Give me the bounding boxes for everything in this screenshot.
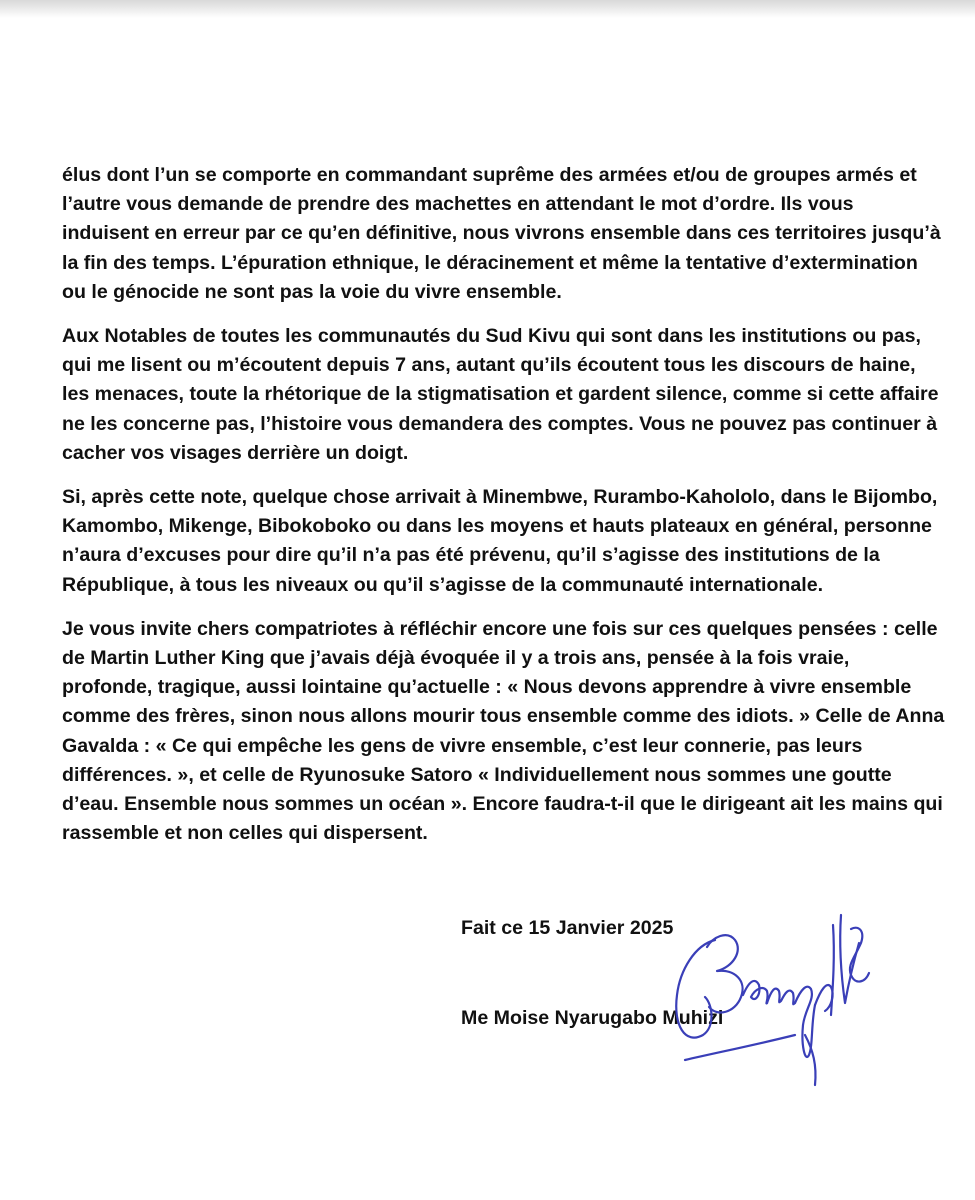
text-line: élus dont l’un se comporte en commandant suprême des armées et/ou de groupes armés et	[62, 164, 917, 186]
text-line: n’aura d’excuses pour dire qu’il n’a pas été prévenu, qu’il s’agisse des institutions de la	[62, 544, 880, 567]
paragraph-spacer	[62, 307, 952, 322]
signature-stroke	[795, 987, 815, 1057]
text-line: Kamombo, Mikenge, Bibokoboko ou dans les moyens et hauts plateaux en général, personne	[62, 515, 932, 538]
signature-stroke	[685, 1035, 795, 1060]
text-line: comme des frères, sinon nous allons mourir tous ensemble comme des idiots. » Celle de Anna	[62, 705, 945, 728]
page-top-edge	[0, 0, 975, 18]
paragraph	[62, 483, 952, 600]
text-line: qui me lisent ou m’écoutent depuis 7 ans, autant qu’ils écoutent tous les discours de haine,	[62, 354, 916, 377]
text-line: rassemble et non celles qui dispersent.	[62, 822, 428, 845]
text-line: Aux Notables de toutes les communautés du Sud Kivu qui sont dans les institutions ou pas,	[62, 325, 921, 348]
text-line: la fin des temps. L’épuration ethnique, le déracinement et même la tentative d’extermination	[62, 251, 918, 274]
text-line: Si, après cette note, quelque chose arrivait à Minembwe, Rurambo-Kahololo, dans le Bijombo,	[62, 486, 938, 509]
signature-stroke	[767, 989, 795, 1005]
letter-body	[62, 161, 952, 848]
text-line: de Martin Luther King que j’avais déjà évoquée il y a trois ans, pensée à la fois vraie,	[62, 647, 850, 670]
paragraph-spacer	[62, 468, 952, 483]
text-line: Je vous invite chers compatriotes à réfléchir encore une fois sur ces quelques pensées : celle	[62, 617, 938, 640]
paragraph-spacer	[62, 600, 952, 615]
signature-stroke	[707, 935, 743, 1012]
text-line: l’autre vous demande de prendre des machettes en attendant le mot d’ordre. Ils vous	[62, 193, 854, 216]
text-line: cacher vos visages derrière un doigt.	[62, 441, 409, 464]
text-line: profonde, tragique, aussi lointaine qu’actuelle : « Nous devons apprendre à vivre ensemble	[62, 676, 912, 699]
text-line: ou le génocide ne sont pas la voie du vivre ensemble.	[62, 280, 562, 303]
paragraph	[62, 161, 952, 307]
signature-stroke	[815, 985, 833, 1011]
paragraph	[62, 615, 952, 849]
paragraph	[62, 322, 952, 468]
signature-stroke	[850, 928, 869, 982]
text-line: les menaces, toute la rhétorique de la stigmatisation et gardent silence, comme si cette affaire	[62, 383, 939, 406]
signature-stroke	[743, 981, 768, 1003]
signature-stroke	[831, 925, 834, 1015]
text-line: Gavalda : « Ce qui empêche les gens de vivre ensemble, c’est leur connerie, pas leurs	[62, 734, 863, 757]
text-line: d’eau. Ensemble nous sommes un océan ». Encore faudra-t-il que le dirigeant ait les mains qui	[62, 793, 943, 816]
date-line: Fait ce 15 Janvier 2025	[461, 917, 674, 939]
text-line: République, à tous les niveaux ou qu’il s’agisse de la communauté internationale.	[62, 573, 824, 596]
text-line: induisent en erreur par ce qu’en définitive, nous vivrons ensemble dans ces territoires jusqu’à	[62, 222, 941, 245]
signature-stroke	[676, 940, 715, 1038]
text-line: différences. », et celle de Ryunosuke Satoro « Individuellement nous sommes une goutte	[62, 763, 892, 786]
signatory-name: Me Moise Nyarugabo Muhizi	[461, 1007, 724, 1029]
text-line: ne les concerne pas, l’histoire vous demandera des comptes. Vous ne pouvez pas continuer à	[62, 412, 938, 435]
handwritten-signature	[655, 885, 880, 1100]
